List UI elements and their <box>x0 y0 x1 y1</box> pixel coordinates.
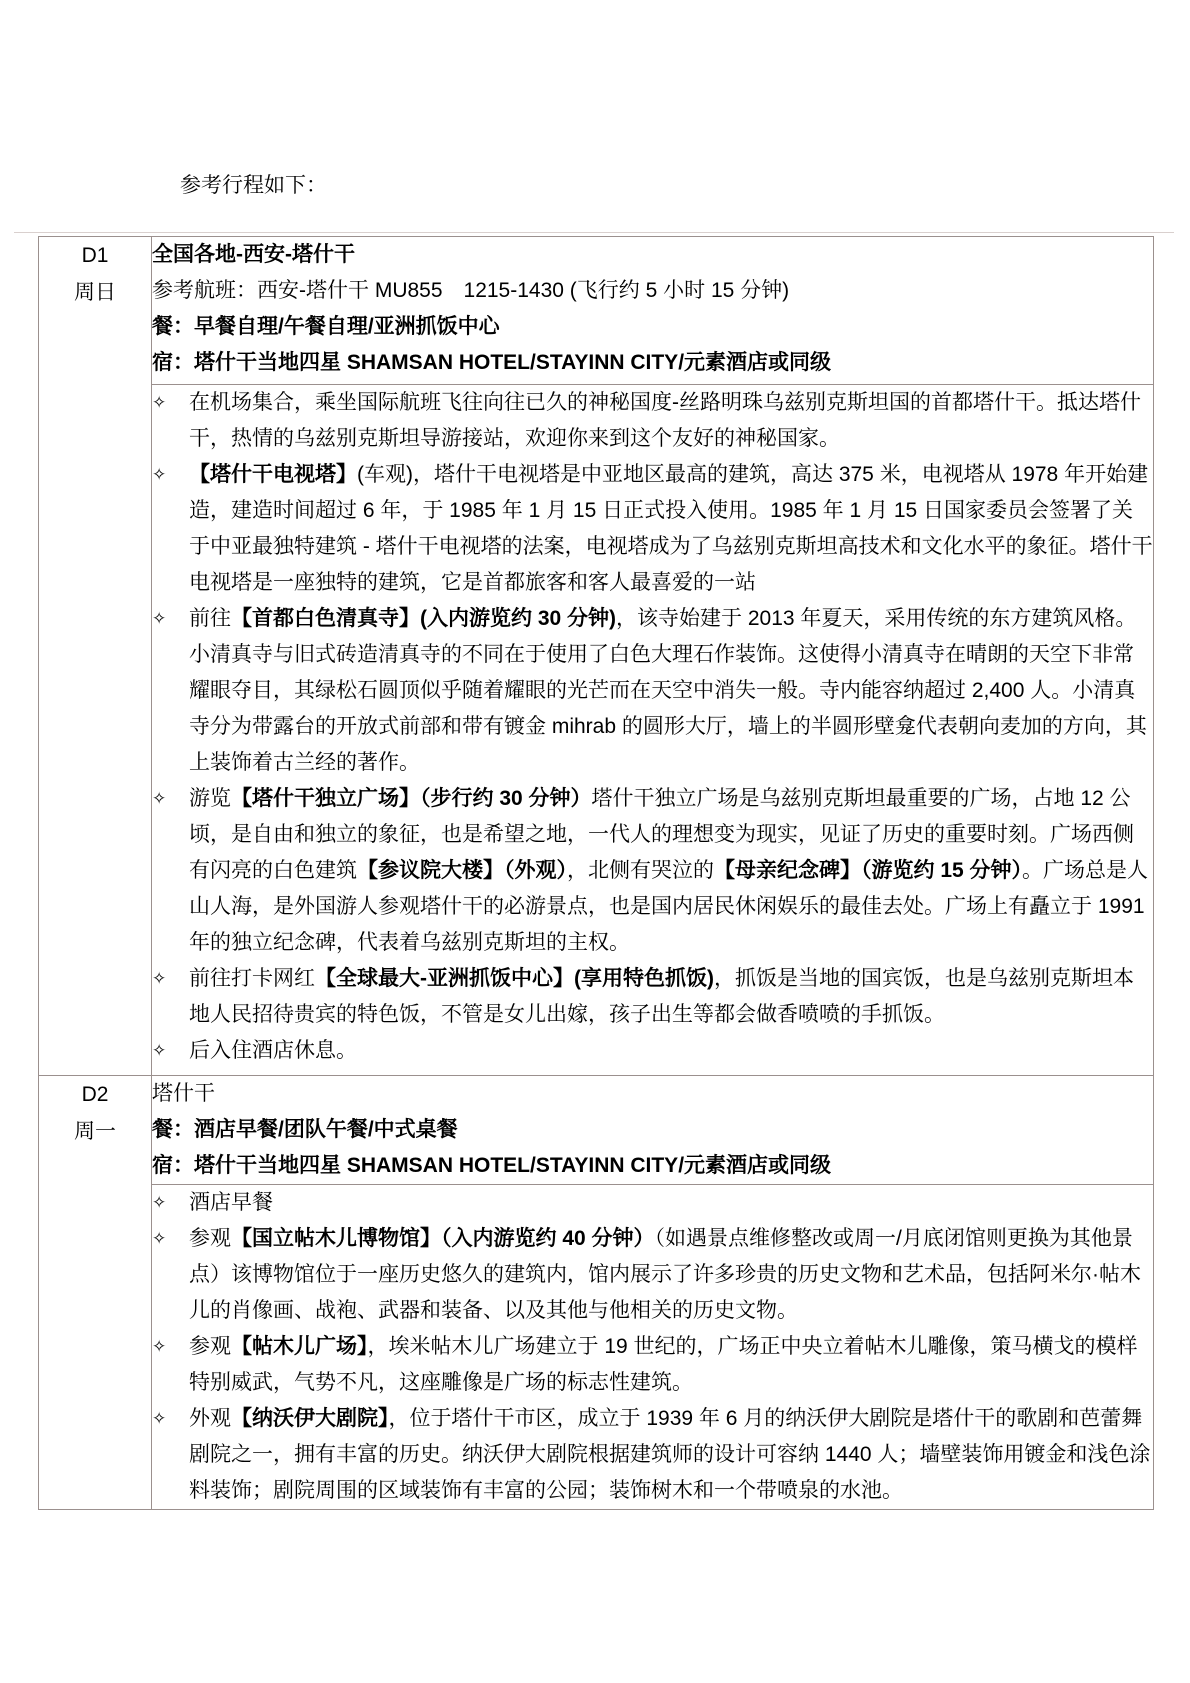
highlight-text: 【纳沃伊大剧院】 <box>231 1407 389 1430</box>
diamond-bullet-icon: ✧ <box>152 1409 167 1428</box>
day-content-cell <box>152 385 1154 1076</box>
day-summary-line: 餐：酒店早餐/团队午餐/中式桌餐 <box>152 1118 458 1141</box>
highlight-text: 【塔什干独立广场】（步行约 30 分钟） <box>231 787 592 810</box>
bullet-text <box>189 457 1153 601</box>
itinerary-bullet-item <box>152 457 1153 601</box>
highlight-text: 【国立帖木儿博物馆】（入内游览约 40 分钟） <box>231 1227 655 1250</box>
bullet-text <box>189 1401 1153 1509</box>
body-text: 游览 <box>189 787 231 810</box>
day-header-row <box>39 237 1154 385</box>
itinerary-bullet-item <box>152 961 1153 1033</box>
day-summary-line: 全国各地-西安-塔什干 <box>152 243 355 266</box>
day-label: D1 <box>81 244 109 267</box>
highlight-text: 【参议院大楼】（外观） <box>357 859 567 882</box>
diamond-bullet-icon: ✧ <box>152 789 167 808</box>
section-divider <box>14 232 1174 233</box>
itinerary-bullet-item <box>152 601 1153 781</box>
body-text: 酒店早餐 <box>189 1191 273 1214</box>
diamond-bullet-icon: ✧ <box>152 1229 167 1248</box>
body-text: ，抓饭是当地的国宾饭，也是乌兹别克斯坦本地人民招待贵宾的特色饭，不管是女儿出嫁，孩子出生等都会做香喷喷的手抓饭。 <box>189 967 1134 1026</box>
diamond-bullet-icon: ✧ <box>152 969 167 988</box>
itinerary-bullet-item <box>152 781 1153 961</box>
page-title: 参考行程如下： <box>180 173 327 197</box>
day-weekday: 周日 <box>74 281 116 304</box>
day-weekday: 周一 <box>74 1120 116 1143</box>
bullet-text <box>189 385 1153 457</box>
body-text: 参观 <box>189 1335 231 1358</box>
day-content-cell <box>152 1185 1154 1510</box>
bullet-text <box>189 1185 1153 1221</box>
day-summary-line: 塔什干 <box>152 1082 215 1105</box>
body-text: （如遇景点维修整改或周一/月底闭馆则更换为其他景点）该博物馆位于一座历史悠久的建筑内，馆内展示了许多珍贵的历史文物和艺术品，包括阿米尔·帖木儿的肖像画、战袍、武器和装备、以及其他与他相关的历史文物。 <box>189 1227 1141 1322</box>
itinerary-bullet-item <box>152 1401 1153 1509</box>
body-text: 前往 <box>189 607 231 630</box>
body-text: (车观)，塔什干电视塔是中亚地区最高的建筑，高达 375 米，电视塔从 1978 年开始建造，建造时间超过 6 年，于 1985 年 1 月 15 日正式投入使用。1985 年 1 月 15 日国家委员会签署了关于中亚最独特建筑 - 塔什干电视塔的法案，电视塔成为了乌兹别克斯坦高技术和文化水平的象征。塔什干电视塔是一座独特的建筑，它是首都旅客和客人最喜爱的一站 <box>189 463 1153 594</box>
bullet-text <box>189 1221 1153 1329</box>
body-text: 外观 <box>189 1407 231 1430</box>
bullet-text <box>189 1329 1153 1401</box>
body-text: 在机场集合，乘坐国际航班飞往向往已久的神秘国度-丝路明珠乌兹别克斯坦国的首都塔什干。抵达塔什干，热情的乌兹别克斯坦导游接站，欢迎你来到这个友好的神秘国家。 <box>189 391 1141 450</box>
diamond-bullet-icon: ✧ <box>152 609 167 628</box>
highlight-text: 【全球最大-亚洲抓饭中心】(享用特色抓饭) <box>315 967 714 990</box>
bullet-text <box>189 781 1153 961</box>
diamond-bullet-icon: ✧ <box>152 1193 167 1212</box>
itinerary-bullet-item <box>152 1033 1153 1069</box>
day-summary-cell <box>152 1076 1154 1185</box>
day-summary-cell <box>152 237 1154 385</box>
itinerary-bullet-item <box>152 385 1153 457</box>
diamond-bullet-icon: ✧ <box>152 393 167 412</box>
body-text: 后入住酒店休息。 <box>189 1039 357 1062</box>
day-content-row <box>39 1185 1154 1510</box>
itinerary-bullet-item <box>152 1185 1153 1221</box>
day-cell <box>39 237 152 1076</box>
body-text: 。广场总是人山人海，是外国游人参观塔什干的必游景点，也是国内居民休闲娱乐的最佳去处。广场上有矗立于 1991 年的独立纪念碑，代表着乌兹别克斯坦的主权。 <box>189 859 1149 954</box>
itinerary-table <box>38 236 1154 1510</box>
diamond-bullet-icon: ✧ <box>152 1337 167 1356</box>
day-cell <box>39 1076 152 1510</box>
body-text: ，北侧有哭泣的 <box>567 859 714 882</box>
diamond-bullet-icon: ✧ <box>152 1041 167 1060</box>
itinerary-bullet-item <box>152 1329 1153 1401</box>
day-header-row <box>39 1076 1154 1185</box>
day-label: D2 <box>81 1083 109 1106</box>
bullet-text <box>189 961 1153 1033</box>
diamond-bullet-icon: ✧ <box>152 465 167 484</box>
body-text: 参观 <box>189 1227 231 1250</box>
body-text: ，埃米帖木儿广场建立于 19 世纪的，广场正中央立着帖木儿雕像，策马横戈的模样特别威武，气势不凡，这座雕像是广场的标志性建筑。 <box>189 1335 1138 1394</box>
itinerary-bullet-item <box>152 1221 1153 1329</box>
day-summary-line: 参考航班：西安-塔什干 MU855 1215-1430 (飞行约 5 小时 15 分钟) <box>152 279 790 302</box>
highlight-text: 【帖木儿广场】 <box>231 1335 368 1358</box>
highlight-text: 【首都白色清真寺】(入内游览约 30 分钟) <box>231 607 617 630</box>
highlight-text: 【母亲纪念碑】（游览约 15 分钟） <box>714 859 1023 882</box>
body-text: ，位于塔什干市区，成立于 1939 年 6 月的纳沃伊大剧院是塔什干的歌剧和芭蕾舞剧院之一，拥有丰富的历史。纳沃伊大剧院根据建筑师的设计可容纳 1440 人；墙壁装饰用镀金和浅色涂料装饰；剧院周围的区域装饰有丰富的公园；装饰树木和一个带喷泉的水池。 <box>189 1407 1151 1502</box>
bullet-text <box>189 1033 1153 1069</box>
bullet-text <box>189 601 1153 781</box>
body-text: ，该寺始建于 2013 年夏天，采用传统的东方建筑风格。小清真寺与旧式砖造清真寺的不同在于使用了白色大理石作装饰。这使得小清真寺在晴朗的天空下非常耀眼夺目，其绿松石圆顶似乎随着耀眼的光芒而在天空中消失一般。寺内能容纳超过 2,400 人。小清真寺分为带露台的开放式前部和带有镀金 mihrab 的圆形大厅，墙上的半圆形壁龛代表朝向麦加的方向，其上装饰着古兰经的著作。 <box>189 607 1147 774</box>
body-text: 前往打卡网红 <box>189 967 315 990</box>
day-summary-line: 餐：早餐自理/午餐自理/亚洲抓饭中心 <box>152 315 500 338</box>
body-text: 塔什干独立广场是乌兹别克斯坦最重要的广场，占地 12 公顷，是自由和独立的象征，也是希望之地，一代人的理想变为现实，见证了历史的重要时刻。广场西侧有闪亮的白色建筑 <box>189 787 1134 882</box>
day-summary-line: 宿：塔什干当地四星 SHAMSAN HOTEL/STAYINN CITY/元素酒店或同级 <box>152 1154 832 1177</box>
highlight-text: 【塔什干电视塔】 <box>189 463 357 486</box>
day-content-row <box>39 385 1154 1076</box>
day-summary-line: 宿：塔什干当地四星 SHAMSAN HOTEL/STAYINN CITY/元素酒店或同级 <box>152 351 832 374</box>
